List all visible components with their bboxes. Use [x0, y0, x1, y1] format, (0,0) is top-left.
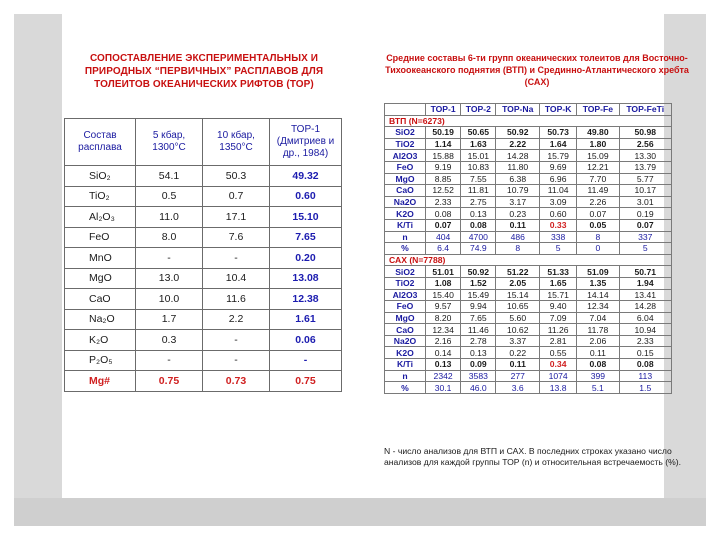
component-label: Al2O3 [385, 150, 426, 162]
oxide-label: Mg# [65, 371, 136, 392]
table-cell: 2.78 [461, 335, 496, 347]
table-cell: 2.06 [577, 335, 619, 347]
component-label: K/Ti [385, 359, 426, 371]
left-table-row [65, 227, 342, 248]
table-cell: 14.28 [619, 301, 671, 313]
right-table-row [385, 185, 672, 197]
table-cell: 11.04 [540, 185, 577, 197]
table-cell: 10.62 [496, 324, 540, 336]
table-cell: 0.08 [426, 208, 461, 220]
table-cell: 9.94 [461, 301, 496, 313]
table-cell: 5.1 [577, 382, 619, 394]
right-table-row [385, 173, 672, 185]
left-table-row [65, 330, 342, 351]
table-cell: 5.60 [496, 312, 540, 324]
table-cell: 10.4 [203, 268, 270, 289]
table-cell: 5 [540, 243, 577, 255]
table-cell: 0.23 [496, 208, 540, 220]
table-cell: 10.79 [496, 185, 540, 197]
table-cell: 15.79 [540, 150, 577, 162]
table-cell: 6.04 [619, 312, 671, 324]
table-cell: 0.11 [496, 359, 540, 371]
table-cell: 0.14 [426, 347, 461, 359]
table-cell: 51.33 [540, 266, 577, 278]
table-cell: 5 [619, 243, 671, 255]
oxide-label: MgO [65, 268, 136, 289]
table-cell: 11.0 [136, 207, 203, 228]
table-cell: 0.08 [619, 359, 671, 371]
table-cell: - [136, 248, 203, 269]
component-label: TiO2 [385, 138, 426, 150]
table-cell: 8.85 [426, 173, 461, 185]
table-cell: 13.30 [619, 150, 671, 162]
table-cell: 1074 [540, 370, 577, 382]
table-cell: 2.16 [426, 335, 461, 347]
table-cell: 1.80 [577, 138, 619, 150]
table-cell: 7.65 [270, 227, 342, 248]
table-cell: 46.0 [461, 382, 496, 394]
table-cell: 0.13 [426, 359, 461, 371]
table-cell: 2.75 [461, 196, 496, 208]
table-cell: 0.11 [496, 219, 540, 231]
table-cell: 3583 [461, 370, 496, 382]
right-table-row [385, 312, 672, 324]
table-cell: 11.49 [577, 185, 619, 197]
table-cell: 0.7 [203, 186, 270, 207]
right-table-row [385, 335, 672, 347]
table-cell: 51.22 [496, 266, 540, 278]
table-cell: 9.57 [426, 301, 461, 313]
right-header-tork: ТОР-K [540, 104, 577, 116]
right-table-row [385, 231, 672, 243]
table-cell: 1.64 [540, 138, 577, 150]
right-table-title: Средние составы 6-ти групп океанических толеитов для Восточно-Тихоокеанского поднятия (ВТП) и Срединно-Атлантического хребта (САХ) [385, 53, 689, 87]
oxide-label: Na₂O [65, 309, 136, 330]
left-table-row [65, 371, 342, 392]
table-cell: 8.20 [426, 312, 461, 324]
table-cell: 74.9 [461, 243, 496, 255]
table-cell: 1.65 [540, 277, 577, 289]
oxide-label: K₂O [65, 330, 136, 351]
table-cell: 0.22 [496, 347, 540, 359]
table-cell: 2.22 [496, 138, 540, 150]
component-label: n [385, 231, 426, 243]
right-table-header-row [385, 104, 672, 116]
left-table-title: СОПОСТАВЛЕНИЕ ЭКСПЕРИМЕНТАЛЬНЫХ И ПРИРОДНЫХ “ПЕРВИЧНЫХ” РАСПЛАВОВ ДЛЯ ТОЛЕИТОВ ОКЕАНИЧЕСКИХ РИФТОВ (ТОР) [84, 53, 324, 90]
left-table-row [65, 268, 342, 289]
component-label: % [385, 243, 426, 255]
table-cell: 50.92 [461, 266, 496, 278]
left-table-row [65, 248, 342, 269]
left-header-tor1: ТОР-1 (Дмитриев и др., 1984) [270, 119, 342, 166]
oxide-label: CaO [65, 289, 136, 310]
table-cell: 13.08 [270, 268, 342, 289]
table-cell: 8.0 [136, 227, 203, 248]
component-label: TiO2 [385, 277, 426, 289]
table-cell: 51.01 [426, 266, 461, 278]
left-header-composition: Состав расплава [65, 119, 136, 166]
right-header-torna: ТОР-Na [496, 104, 540, 116]
table-cell: 11.26 [540, 324, 577, 336]
table-cell: 0.20 [270, 248, 342, 269]
table-cell: 49.32 [270, 166, 342, 187]
right-averages-table [384, 103, 672, 394]
component-label: Na2O [385, 335, 426, 347]
table-cell: 17.1 [203, 207, 270, 228]
oxide-label: Al₂O₃ [65, 207, 136, 228]
table-cell: 1.61 [270, 309, 342, 330]
table-cell: 13.41 [619, 289, 671, 301]
table-cell: 10.0 [136, 289, 203, 310]
table-cell: 0.15 [619, 347, 671, 359]
table-cell: 0.3 [136, 330, 203, 351]
component-label: MgO [385, 312, 426, 324]
table-cell: 0.75 [136, 371, 203, 392]
table-cell: 50.19 [426, 127, 461, 139]
table-cell: 3.01 [619, 196, 671, 208]
table-cell: 15.71 [540, 289, 577, 301]
table-cell: 0.09 [461, 359, 496, 371]
table-cell: 12.52 [426, 185, 461, 197]
left-table-row [65, 166, 342, 187]
component-label: K2O [385, 208, 426, 220]
table-cell: 8 [496, 243, 540, 255]
table-cell: 4700 [461, 231, 496, 243]
table-cell: 0.60 [270, 186, 342, 207]
table-cell: - [270, 350, 342, 371]
table-cell: 9.19 [426, 161, 461, 173]
oxide-label: FeO [65, 227, 136, 248]
table-cell: 15.09 [577, 150, 619, 162]
component-label: % [385, 382, 426, 394]
table-cell: 10.17 [619, 185, 671, 197]
table-cell: 338 [540, 231, 577, 243]
table-cell: 277 [496, 370, 540, 382]
table-cell: 11.80 [496, 161, 540, 173]
table-cell: 2.33 [426, 196, 461, 208]
table-cell: 2.05 [496, 277, 540, 289]
right-table-row [385, 196, 672, 208]
table-cell: 0.34 [540, 359, 577, 371]
right-header-torfe: ТОР-Fe [577, 104, 619, 116]
table-cell: 3.09 [540, 196, 577, 208]
right-table-row [385, 208, 672, 220]
table-cell: 7.70 [577, 173, 619, 185]
table-cell: 0.55 [540, 347, 577, 359]
table-cell: 50.71 [619, 266, 671, 278]
component-label: FeO [385, 161, 426, 173]
right-table-row [385, 161, 672, 173]
table-cell: 14.28 [496, 150, 540, 162]
table-cell: 15.10 [270, 207, 342, 228]
table-cell: 0.08 [577, 359, 619, 371]
group-header-row [385, 115, 672, 127]
table-cell: 1.35 [577, 277, 619, 289]
right-table-row [385, 347, 672, 359]
component-label: CaO [385, 185, 426, 197]
table-cell: 0.07 [619, 219, 671, 231]
left-table-body [65, 166, 342, 392]
table-cell: 13.0 [136, 268, 203, 289]
oxide-label: P₂O₅ [65, 350, 136, 371]
table-cell: 2.81 [540, 335, 577, 347]
left-table-row [65, 207, 342, 228]
right-table-row [385, 127, 672, 139]
component-label: n [385, 370, 426, 382]
table-cell: 10.83 [461, 161, 496, 173]
table-cell: 1.52 [461, 277, 496, 289]
right-table-row [385, 243, 672, 255]
table-cell: 7.6 [203, 227, 270, 248]
right-table-row [385, 359, 672, 371]
table-cell: 404 [426, 231, 461, 243]
table-cell: 0.11 [577, 347, 619, 359]
right-table-row [385, 219, 672, 231]
left-table-row [65, 289, 342, 310]
table-cell: 10.65 [496, 301, 540, 313]
table-cell: 1.5 [619, 382, 671, 394]
table-cell: 1.94 [619, 277, 671, 289]
table-cell: 15.40 [426, 289, 461, 301]
right-table-row [385, 150, 672, 162]
table-cell: 15.01 [461, 150, 496, 162]
table-cell: 0.75 [270, 371, 342, 392]
table-cell: 30.1 [426, 382, 461, 394]
right-header-blank [385, 104, 426, 116]
table-cell: 1.08 [426, 277, 461, 289]
table-cell: - [136, 350, 203, 371]
table-cell: 15.14 [496, 289, 540, 301]
table-cell: 0.05 [577, 219, 619, 231]
right-table-row [385, 382, 672, 394]
table-cell: 0.08 [461, 219, 496, 231]
group-label: САХ (N=7788) [385, 254, 672, 266]
table-cell: 0.19 [619, 208, 671, 220]
table-cell: 3.6 [496, 382, 540, 394]
table-cell: 8 [577, 231, 619, 243]
component-label: Na2O [385, 196, 426, 208]
table-cell: 0.13 [461, 347, 496, 359]
table-cell: 54.1 [136, 166, 203, 187]
right-table-row [385, 289, 672, 301]
table-cell: 0.33 [540, 219, 577, 231]
table-cell: 6.4 [426, 243, 461, 255]
table-cell: 0.07 [577, 208, 619, 220]
component-label: MgO [385, 173, 426, 185]
left-table-row [65, 186, 342, 207]
table-cell: 486 [496, 231, 540, 243]
right-header-tor1: ТОР-1 [426, 104, 461, 116]
table-cell: 11.78 [577, 324, 619, 336]
oxide-label: SiO₂ [65, 166, 136, 187]
table-cell: 15.88 [426, 150, 461, 162]
table-cell: 7.55 [461, 173, 496, 185]
component-label: CaO [385, 324, 426, 336]
left-table-row [65, 309, 342, 330]
table-cell: 3.17 [496, 196, 540, 208]
table-cell: 9.69 [540, 161, 577, 173]
component-label: SiO2 [385, 127, 426, 139]
table-cell: 12.34 [577, 301, 619, 313]
table-cell: 15.49 [461, 289, 496, 301]
right-table-row [385, 301, 672, 313]
table-cell: 2.33 [619, 335, 671, 347]
table-cell: 0.73 [203, 371, 270, 392]
table-cell: 50.98 [619, 127, 671, 139]
component-label: Al2O3 [385, 289, 426, 301]
table-cell: 11.46 [461, 324, 496, 336]
component-label: SiO2 [385, 266, 426, 278]
table-cell: 6.38 [496, 173, 540, 185]
table-cell: 0.60 [540, 208, 577, 220]
table-cell: 3.37 [496, 335, 540, 347]
oxide-label: TiO₂ [65, 186, 136, 207]
table-cell: - [203, 248, 270, 269]
table-cell: 337 [619, 231, 671, 243]
table-cell: 7.65 [461, 312, 496, 324]
right-table-row [385, 370, 672, 382]
table-cell: 2.26 [577, 196, 619, 208]
left-comparison-table [64, 118, 342, 392]
table-cell: 113 [619, 370, 671, 382]
table-cell: 7.09 [540, 312, 577, 324]
table-cell: 9.40 [540, 301, 577, 313]
component-label: FeO [385, 301, 426, 313]
oxide-label: MnO [65, 248, 136, 269]
table-cell: 5.77 [619, 173, 671, 185]
left-header-10kbar: 10 кбар, 1350°С [203, 119, 270, 166]
table-cell: 50.92 [496, 127, 540, 139]
table-cell: 0.06 [270, 330, 342, 351]
table-cell: 11.6 [203, 289, 270, 310]
component-label: K/Ti [385, 219, 426, 231]
table-cell: 50.3 [203, 166, 270, 187]
table-cell: 0.13 [461, 208, 496, 220]
table-cell: 50.65 [461, 127, 496, 139]
component-label: K2O [385, 347, 426, 359]
right-table-body [385, 115, 672, 393]
table-cell: 14.14 [577, 289, 619, 301]
left-table-header-row [65, 119, 342, 166]
table-cell: 0.07 [426, 219, 461, 231]
table-cell: 49.80 [577, 127, 619, 139]
table-cell: 6.96 [540, 173, 577, 185]
table-cell: 12.38 [270, 289, 342, 310]
footnote: N - число анализов для ВТП и САХ. В последних строках указано число анализов для каждой группы ТОР (n) и относительная встречаемость (%). [384, 446, 682, 467]
table-cell: 51.09 [577, 266, 619, 278]
right-table-row [385, 266, 672, 278]
table-cell: 12.34 [426, 324, 461, 336]
table-cell: 399 [577, 370, 619, 382]
table-cell: 2342 [426, 370, 461, 382]
table-cell: 2.56 [619, 138, 671, 150]
table-cell: 50.73 [540, 127, 577, 139]
left-header-5kbar: 5 кбар, 1300°С [136, 119, 203, 166]
table-cell: 7.04 [577, 312, 619, 324]
table-cell: 2.2 [203, 309, 270, 330]
group-label: ВТП (N=6273) [385, 115, 672, 127]
table-cell: 13.8 [540, 382, 577, 394]
group-header-row [385, 254, 672, 266]
bottom-bar [14, 498, 706, 526]
table-cell: - [203, 330, 270, 351]
right-table-row [385, 277, 672, 289]
table-cell: 12.21 [577, 161, 619, 173]
left-table-row [65, 350, 342, 371]
table-cell: 1.63 [461, 138, 496, 150]
table-cell: - [203, 350, 270, 371]
table-cell: 1.7 [136, 309, 203, 330]
right-header-tor2: ТОР-2 [461, 104, 496, 116]
table-cell: 11.81 [461, 185, 496, 197]
right-table-row [385, 324, 672, 336]
table-cell: 0.5 [136, 186, 203, 207]
right-table-row [385, 138, 672, 150]
table-cell: 0 [577, 243, 619, 255]
table-cell: 13.79 [619, 161, 671, 173]
right-header-torfeti: ТОР-FeTi [619, 104, 671, 116]
table-cell: 1.14 [426, 138, 461, 150]
table-cell: 10.94 [619, 324, 671, 336]
